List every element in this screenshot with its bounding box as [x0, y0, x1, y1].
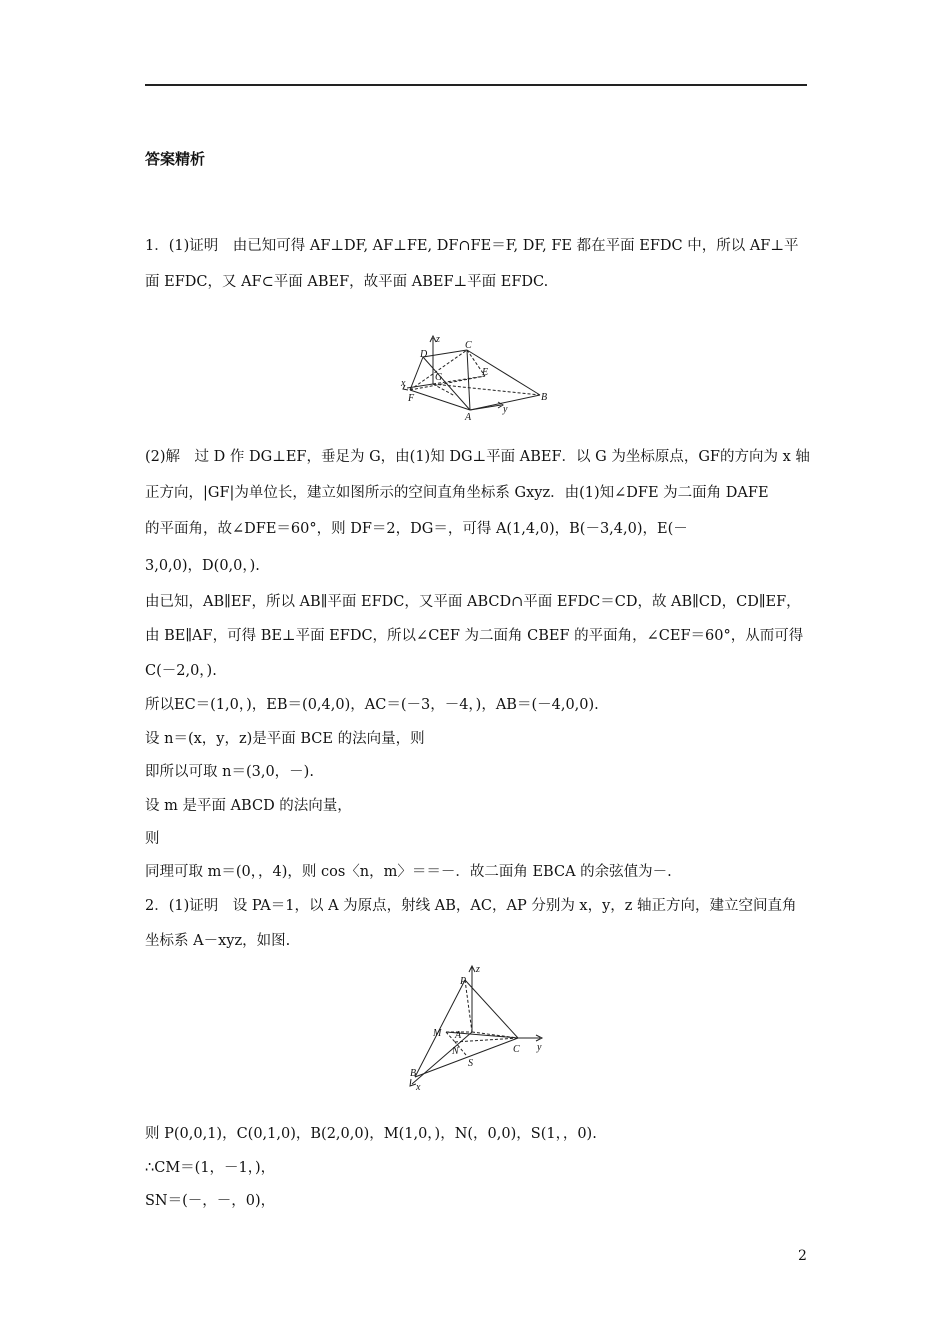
fig2-label-b: B: [410, 1068, 417, 1079]
fig1-label-c: C: [465, 340, 472, 351]
fig2-label-z: z: [476, 964, 480, 975]
fig2-label-m: M: [433, 1028, 442, 1039]
fig1-label-f: F: [408, 393, 415, 404]
text-line: 面 EFDC，又 AF⊂平面 ABEF，故平面 ABEF⊥平面 EFDC.: [145, 274, 549, 290]
figure-tetrahedron-coordinate-system: [400, 962, 550, 1092]
text-line: 3,0,0)，D(0,0，).: [145, 558, 260, 574]
text-line: 设 n＝(x，y，z)是平面 BCE 的法向量，则: [145, 731, 425, 747]
text-line: 1．(1)证明 由已知可得 AF⊥DF, AF⊥FE, DF∩FE＝F, DF, FE 都在平面 EFDC 中，所以 AF⊥平: [145, 238, 799, 254]
section-title: 答案精析: [145, 150, 206, 168]
text-line: ∴CM＝(1，－1，)，: [145, 1160, 276, 1176]
text-line: 坐标系 A－xyz，如图.: [145, 933, 291, 949]
page-number: 2: [798, 1248, 807, 1264]
text-line: 由 BE∥AF，可得 BE⊥平面 EFDC，所以∠CEF 为二面角 CBEF 的平面角，∠CEF＝60°，从而可得: [145, 628, 804, 644]
fig1-label-e: E: [482, 367, 489, 378]
fig2-label-y: y: [537, 1042, 542, 1053]
text-line: 所以EC＝(1,0，)，EB＝(0,4,0)，AC＝(－3，－4，)，AB＝(－4,0,0).: [145, 697, 599, 713]
fig2-label-a: A: [455, 1030, 462, 1041]
text-line: 正方向，|GF|为单位长，建立如图所示的空间直角坐标系 Gxyz．由(1)知∠DFE 为二面角 DAFE: [145, 485, 769, 501]
header-rule: [145, 84, 807, 86]
figure-prism-coordinate-system: [395, 332, 555, 422]
fig1-label-b: B: [541, 392, 548, 403]
text-line: 同理可取 m＝(0，，4)，则 cos〈n，m〉＝＝－．故二面角 EBCA 的余弦值为－.: [145, 864, 672, 880]
text-line: 设 m 是平面 ABCD 的法向量，: [145, 798, 352, 814]
text-line: 2．(1)证明 设 PA＝1，以 A 为原点，射线 AB，AC，AP 分别为 x，y，z 轴正方向，建立空间直角: [145, 898, 797, 914]
fig1-label-d: D: [420, 349, 428, 360]
fig1-label-z: z: [436, 334, 440, 345]
fig2-label-n: N: [452, 1046, 459, 1057]
text-line: 的平面角，故∠DFE＝60°，则 DF＝2，DG＝，可得 A(1,4,0)，B(－3,4,0)，E(－: [145, 521, 688, 537]
fig2-label-s: S: [468, 1058, 473, 1069]
text-line: 即所以可取 n＝(3,0，－).: [145, 764, 314, 780]
fig2-label-x: x: [416, 1082, 421, 1092]
text-line: C(－2,0，).: [145, 663, 217, 679]
fig1-label-g: G: [435, 372, 443, 383]
text-line: SN＝(－，－，0)，: [145, 1193, 276, 1209]
fig1-label-x: x: [401, 378, 406, 389]
fig1-label-a: A: [465, 412, 472, 422]
text-line: (2)解 过 D 作 DG⊥EF，垂足为 G，由(1)知 DG⊥平面 ABEF．以 G 为坐标原点，GF的方向为 x 轴: [145, 449, 810, 465]
text-line: 由已知，AB∥EF，所以 AB∥平面 EFDC，又平面 ABCD∩平面 EFDC＝CD，故 AB∥CD，CD∥EF，: [145, 594, 801, 610]
text-line: 则 P(0,0,1)，C(0,1,0)，B(2,0,0)，M(1,0，)，N(，0,0)，S(1，，0).: [145, 1126, 597, 1142]
fig1-label-y: y: [503, 404, 508, 415]
fig2-label-p: P: [460, 976, 467, 987]
text-line: 则: [145, 831, 160, 847]
fig2-label-c: C: [513, 1044, 520, 1055]
